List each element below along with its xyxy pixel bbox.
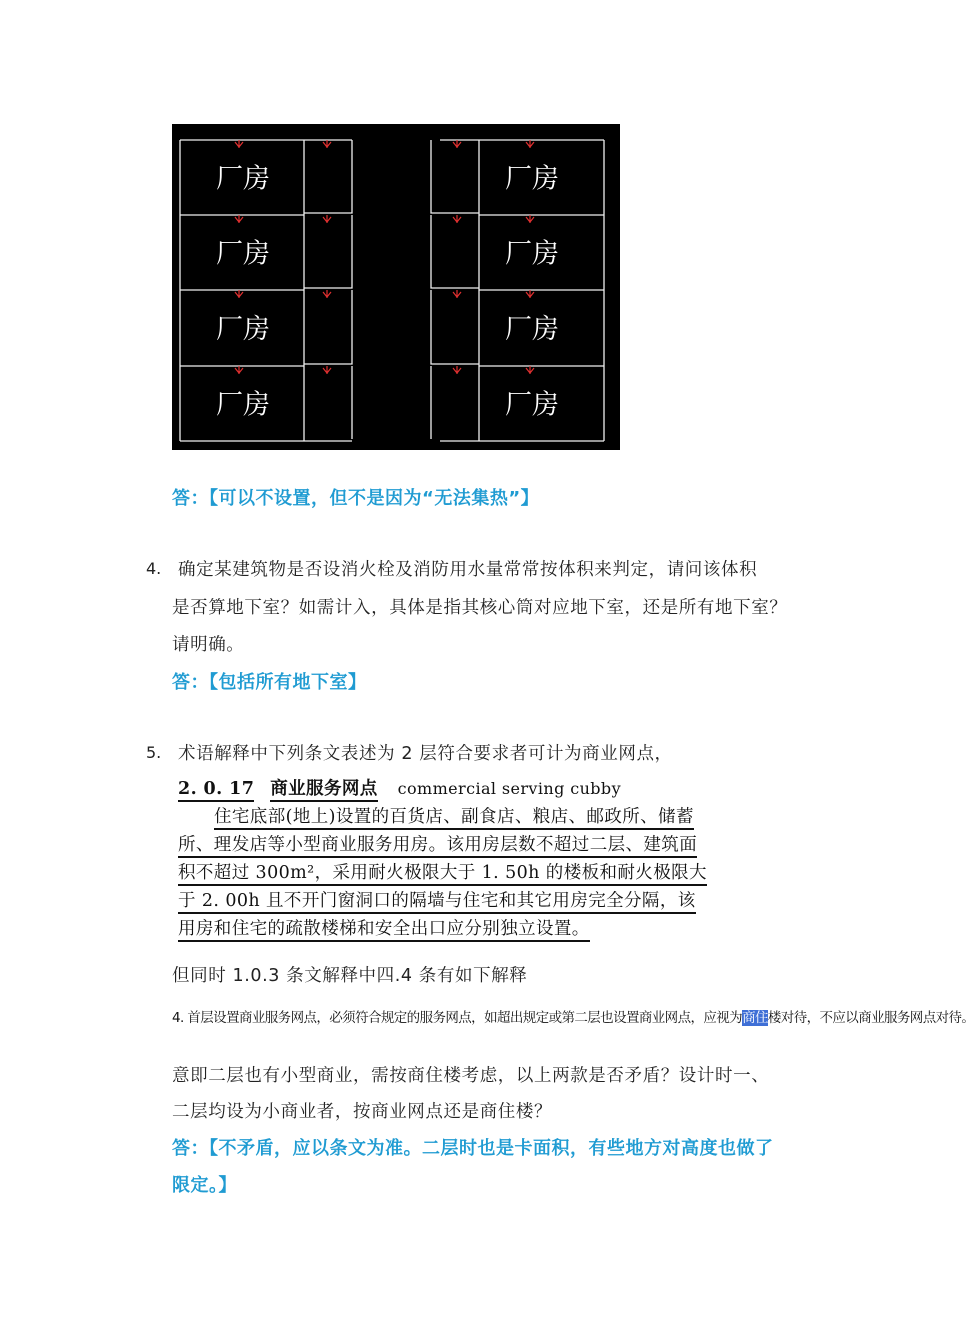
smoke-detector-icon [453, 215, 461, 223]
q3-answer: 答：【可以不设置，但不是因为“无法集热”】 [172, 488, 540, 509]
smoke-detector-icon [526, 290, 534, 298]
smoke-detector-icon [323, 366, 331, 374]
smoke-detector-icon [323, 215, 331, 223]
left-corridor-notch [304, 280, 352, 288]
q5-answer-line2: 限定。】 [172, 1175, 237, 1196]
room-label: 厂房 [216, 238, 270, 270]
excerpt-before: 4. 首层设置商业服务网点，必须符合规定的服务网点，如超出规定或第二层也设置商业网点，应视为 [172, 1010, 743, 1026]
room-label: 厂房 [505, 389, 559, 421]
room-label: 厂房 [505, 238, 559, 270]
room-label: 厂房 [216, 314, 270, 345]
clause-line2: 所、理发店等小型商业服务用房。该用房层数不超过二层、建筑面 [178, 831, 697, 856]
right-corridor-notch [431, 280, 479, 288]
q5-intro: 术语解释中下列条文表述为 2 层符合要求者可计为商业网点， [178, 744, 673, 764]
smoke-detector-icon [453, 290, 461, 298]
clause-line4: 于 2. 00h 且不开门窗洞口的隔墙与住宅和其它用房完全分隔，该 [178, 887, 696, 912]
q4-number: 4. [146, 559, 162, 578]
smoke-detector-icon [526, 366, 534, 374]
q4-line1: 确定某建筑物是否设消火栓及消防用水量常常按体积来判定，请问该体积 [178, 560, 758, 580]
q5-line2: 二层均设为小商业者，按商业网点还是商住楼？ [172, 1102, 553, 1122]
clause-line3: 积不超过 300m²，采用耐火极限大于 1. 50h 的楼板和耐火极限大 [178, 859, 707, 884]
cad-drawing [172, 124, 620, 450]
smoke-detector-icon [453, 140, 461, 148]
clause-heading [178, 775, 621, 800]
clause-code: 2. 0. 17 [178, 779, 254, 802]
excerpt-highlight: 商住 [742, 1010, 768, 1026]
q4-line2: 是否算地下室？如需计入，具体是指其核心筒对应地下室，还是所有地下室？ [172, 598, 788, 618]
right-corridor-notch [431, 205, 479, 213]
cad-floor-plan [172, 124, 620, 450]
room-label: 厂房 [505, 314, 559, 345]
smoke-detector-icon [235, 215, 243, 223]
room-label: 厂房 [216, 163, 270, 195]
excerpt-after: 楼对待，不应以商业服务网点对待。 [767, 1010, 974, 1026]
smoke-detector-icon [526, 215, 534, 223]
q5-followup: 但同时 1.0.3 条文解释中四.4 条有如下解释 [172, 966, 528, 986]
clause-line5: 用房和住宅的疏散楼梯和安全出口应分别独立设置。 [178, 915, 590, 940]
smoke-detector-icon [526, 140, 534, 148]
q4-answer: 答：【包括所有地下室】 [172, 672, 367, 693]
q5-number: 5. [146, 743, 162, 762]
right-corridor-notch [431, 356, 479, 364]
room-label: 厂房 [216, 389, 270, 421]
q4-line3: 请明确。 [172, 635, 245, 655]
clause-line1: 住宅底部(地上)设置的百货店、副食店、粮店、邮政所、储蓄 [214, 803, 694, 828]
smoke-detector-icon [235, 140, 243, 148]
excerpt-scan [172, 1006, 974, 1026]
room-label: 厂房 [505, 163, 559, 195]
smoke-detector-icon [323, 140, 331, 148]
left-corridor-notch [304, 356, 352, 364]
smoke-detector-icon [235, 366, 243, 374]
smoke-detector-icon [235, 290, 243, 298]
smoke-detector-icon [323, 290, 331, 298]
smoke-detector-icon [453, 366, 461, 374]
left-corridor-notch [304, 205, 352, 213]
clause-title: 商业服务网点 [270, 779, 377, 802]
q5-answer-line1: 答：【不矛盾，应以条文为准。二层时也是卡面积，有些地方对高度也做了 [172, 1138, 774, 1159]
q5-line1: 意即二层也有小型商业，需按商住楼考虑，以上两款是否矛盾？设计时一、 [172, 1066, 770, 1086]
clause-english: commercial serving cubby [397, 779, 622, 798]
